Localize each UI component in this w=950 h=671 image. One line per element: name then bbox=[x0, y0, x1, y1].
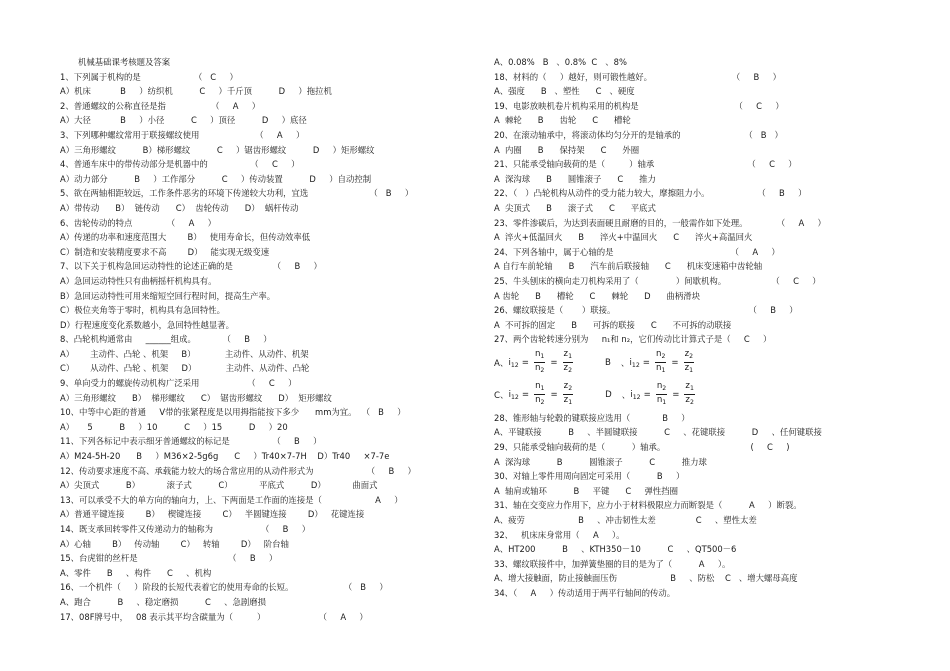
question-line: C）极位夹角等于零时，机构具有急回特性。 bbox=[60, 305, 225, 316]
formula-c: $i_{12}$ = $\frac{n_1}{n_2}$ = $\frac{z_2}{z_1}$ bbox=[508, 381, 573, 407]
question-line: A、疲劳 B 、冲击韧性太差 C 、塑性太差 bbox=[494, 515, 757, 526]
question-line: A、平键联接 B 、半圆键联接 C 、花键联接 D 、任何键联接 bbox=[494, 427, 822, 438]
question-line: 30、对轴上零件用周向固定可采用（ B ） bbox=[494, 471, 685, 482]
question-line: C） 从动件、凸轮 、机架 D） 主动件、从动件、凸轮 bbox=[60, 363, 310, 374]
question-line: 26、螺纹联接是（ ）联接。 （ B ） bbox=[494, 305, 798, 316]
right-question-list-top bbox=[494, 55, 914, 347]
question-line: A 深沟球 B 圆锥滚子 C 推力球 bbox=[494, 456, 707, 467]
fraction: $\frac{n_2}{n_1}$ bbox=[655, 349, 666, 375]
question-line: 22、（ ）凸轮机构从动件的受力能力较大，摩擦阻力小。 （ B ） bbox=[494, 188, 807, 199]
question-line: A 棘轮 B 齿轮 C 槽轮 bbox=[494, 115, 631, 126]
question-line: A 淬火+低温回火 B 淬火+中温回火 C 淬火+高温回火 bbox=[494, 232, 753, 243]
formula-d: $i_{12}$ = $\frac{n_2}{n_1}$ = $\frac{z_1}{z_2}$ bbox=[630, 381, 694, 407]
fraction: $\frac{z_2}{z_1}$ bbox=[563, 381, 573, 407]
question-line: 32、 机床床身常用（ A ）。 bbox=[494, 529, 625, 540]
question-line: A、零件 B 、构件 C 、机构 bbox=[60, 567, 212, 578]
question-line: 15、台虎钳的丝杆是 （ B ） bbox=[60, 553, 278, 564]
question-line: A、增大接触面，防止接触面压伤 B 、防松 C 、增大螺母高度 bbox=[494, 573, 798, 584]
question-line: 2、普通螺纹的公称直径是指 （ A ） bbox=[60, 100, 261, 111]
fraction: $\frac{n_2}{n_1}$ bbox=[656, 381, 667, 407]
question-line: A 轴肩或轴环 B 平键 C 弹性挡圈 bbox=[494, 485, 678, 496]
fraction: $\frac{z_1}{z_2}$ bbox=[563, 349, 572, 375]
formula-c-label: C、 bbox=[494, 390, 509, 401]
question-line: A）心轴 B） 传动轴 C） 转轴 D） 阶台轴 bbox=[60, 538, 289, 549]
fraction: $\frac{n_1}{n_2}$ bbox=[534, 349, 545, 375]
question-line: D）行程速度变化系数越小，急回特性越显著。 bbox=[60, 319, 234, 330]
question-line: A）传递的功率和速度范围大 B） 使用寿命长，但传动效率低 bbox=[60, 232, 311, 243]
question-line: 21、只能承受轴向载荷的是（ ）轴承 （ C ） bbox=[494, 159, 797, 170]
question-line: 19、电影放映机卷片机构采用的机构是 （ C ） bbox=[494, 100, 784, 111]
formula-a: $i_{12}$ = $\frac{n_1}{n_2}$ = $\frac{z_1}{z_2}$ bbox=[508, 349, 572, 375]
fraction: $\frac{z_1}{z_2}$ bbox=[685, 381, 694, 407]
question-line: 14、既支承回转零件又传递动力的轴称为 （ B ） bbox=[60, 524, 311, 534]
left-question-list bbox=[60, 70, 460, 625]
formula-b-label: B bbox=[605, 357, 611, 368]
question-line: A、强度 B 、塑性 C 、硬度 bbox=[494, 86, 635, 97]
formula-row-ab bbox=[494, 347, 914, 379]
question-line: 20、在滚动轴承中，将滚动体均匀分开的是轴承的 （ B ） bbox=[494, 129, 783, 140]
question-line: 31、轴在交变应力作用下，应力小于材料极限应力而断裂是（ A ）断裂。 bbox=[494, 500, 802, 511]
question-line: A 自行车前轮轴 B 汽车前后联接轴 C 机床变速箱中齿轮轴 bbox=[494, 261, 763, 272]
question-line: 24、下列各轴中，属于心轴的是 （ A ） bbox=[494, 246, 780, 257]
question-line: 13、可以承受不大的单方向的轴向力，上、下两面是工作面的连接是（ A ） bbox=[60, 494, 403, 505]
question-line: A、HT200 B 、KTH350－10 C 、QT500－6 bbox=[494, 544, 737, 555]
question-line: A 尖顶式 B 滚子式 C 平底式 bbox=[494, 202, 656, 213]
question-line: 10、中等中心距的普通 V带的张紧程度是以用拇指能按下多少 mm为宜。 （ B ） bbox=[60, 407, 406, 418]
question-line: B）急回运动特性可用来缩短空回行程时间，提高生产率。 bbox=[60, 290, 276, 301]
question-line: 11、下列各标记中表示细牙普通螺纹的标记是 （ B ） bbox=[60, 436, 322, 447]
question-line: 7、以下关于机构急回运动特性的论述正确的是 （ B ） bbox=[60, 261, 322, 272]
question-line: 23、零件渗碳后，为达到表面硬且耐磨的目的，一般需作如下处理。 （ A ） bbox=[494, 217, 826, 228]
formula-d-prefix: 、 bbox=[621, 390, 631, 401]
question-line: A）M24-5H-20 B ）M36×2-5g6g C ）Tr40×7-7H D）Tr40 ×7-7e bbox=[60, 451, 390, 462]
question-line: A 内圈 B 保持架 C 外圈 bbox=[494, 144, 640, 155]
question-line: A）大径 B ）小径 C ）顶径 D ）底径 bbox=[60, 115, 307, 126]
question-line: A） 主动件、凸轮 、机架 B） 主动件、从动件、机架 bbox=[60, 348, 309, 359]
question-line: 16、一个机件（ ）阶段的长短代表着它的使用寿命的长短。 （ B ） bbox=[60, 582, 388, 593]
question-line: 34、（ A ）传动适用于两平行轴间的传动。 bbox=[494, 588, 676, 598]
question-line: C）制造和安装精度要求不高 D） 能实现无级变速 bbox=[60, 246, 270, 257]
document-title: 机械基础课考核题及答案 bbox=[78, 57, 171, 67]
formula-d-label: D bbox=[605, 389, 612, 400]
question-line: A）动力部分 B ）工作部分 C ）传动装置 D ）自动控制 bbox=[60, 173, 372, 184]
left-column bbox=[60, 55, 460, 624]
question-line: A）三角形螺纹 B） 梯形螺纹 C） 锯齿形螺纹 D） 矩形螺纹 bbox=[60, 392, 332, 403]
fraction: $\frac{n_1}{n_2}$ bbox=[535, 381, 545, 407]
formula-b: $i_{12}$ = $\frac{n_2}{n_1}$ = $\frac{z_2}{z_1}$ bbox=[629, 349, 694, 375]
question-line: 27、两个齿轮转速分别为 n₁和 n₂，它们传动比计算式子是（ C ） bbox=[494, 334, 772, 345]
question-line: A 不可拆的固定 B 可拆的联接 C 不可拆的动联接 bbox=[494, 319, 732, 330]
formula-a-label: A、 bbox=[494, 358, 509, 369]
question-line: A 齿轮 B 槽轮 C 棘轮 D 曲柄滑块 bbox=[494, 290, 701, 301]
question-line: A）带传动 B） 链传动 C） 齿轮传动 D） 蜗杆传动 bbox=[60, 202, 299, 213]
formula-b-prefix: 、 bbox=[620, 358, 630, 369]
question-line: A）急回运动特性只有曲柄摇杆机构具有。 bbox=[60, 275, 217, 286]
question-line: 1、下列属于机构的是 （ C ） bbox=[60, 71, 238, 82]
question-line: 6、齿轮传动的特点 （ A ） bbox=[60, 217, 217, 228]
question-line: 17、08F牌号中， 08 表示其平均含碳量为（ ） （ A ） bbox=[60, 611, 368, 622]
question-line: A）普通平键连接 B） 楔键连接 C） 半圆键连接 D） 花键连接 bbox=[60, 509, 365, 520]
question-line: 28、锥形轴与轮毂的键联接应选用（ B ） bbox=[494, 412, 690, 423]
question-line: A）机床 B ）纺织机 C ）千斤顶 D ）拖拉机 bbox=[60, 86, 332, 97]
question-line: A）尖顶式 B） 滚子式 C） 平底式 D） 曲面式 bbox=[60, 480, 378, 491]
question-line: 29、只能承受轴向载荷的是（ ）轴承。 ( C ) bbox=[494, 442, 790, 453]
question-line: A、跑合 B 、稳定磨损 C 、急剧磨损 bbox=[60, 596, 267, 607]
question-line: 18、材料的（ ）越好，则可锻性越好。 （ B ） bbox=[494, 71, 781, 82]
question-line: 4、普通车床中的带传动部分是机器中的 （ C ） bbox=[60, 159, 300, 170]
question-line: 3、下列哪种螺纹常用于联接螺纹使用 （ A ） bbox=[60, 129, 305, 140]
question-line: 12、传动要求速度不高、承载能力较大的场合常应用的从动件形式为 （ B ） bbox=[60, 465, 416, 476]
formula-row-cd bbox=[494, 379, 914, 411]
question-line: A、0.08% B 、0.8% C 、8% bbox=[494, 57, 627, 67]
question-line: 8、凸轮机构通常由 ______组成。 （ B ） bbox=[60, 334, 272, 345]
question-line: 25、牛头刨床的横向走刀机构采用了（ ）间歇机构。 （ C ） bbox=[494, 275, 821, 286]
right-question-list-bottom bbox=[494, 411, 914, 601]
question-line: 5、欲在两轴相距较远，工作条件恶劣的环境下传递较大功利，宜选 （ B ） bbox=[60, 188, 414, 199]
fraction: $\frac{z_2}{z_1}$ bbox=[684, 349, 694, 375]
right-column bbox=[494, 55, 914, 601]
question-line: A）三角形螺纹 B）梯形螺纹 C ）锯齿形螺纹 D ）矩形螺纹 bbox=[60, 144, 375, 155]
question-line: 33、螺纹联接件中，加弹簧垫圈的目的是为了（ A ）。 bbox=[494, 558, 731, 569]
question-line: 9、单向受力的螺旋传动机构广泛采用 （ C ） bbox=[60, 378, 297, 389]
question-line: A 深沟球 B 圆锥滚子 C 推力 bbox=[494, 173, 656, 184]
question-line: A） 5 B ）10 C ）15 D ）20 bbox=[60, 421, 288, 432]
